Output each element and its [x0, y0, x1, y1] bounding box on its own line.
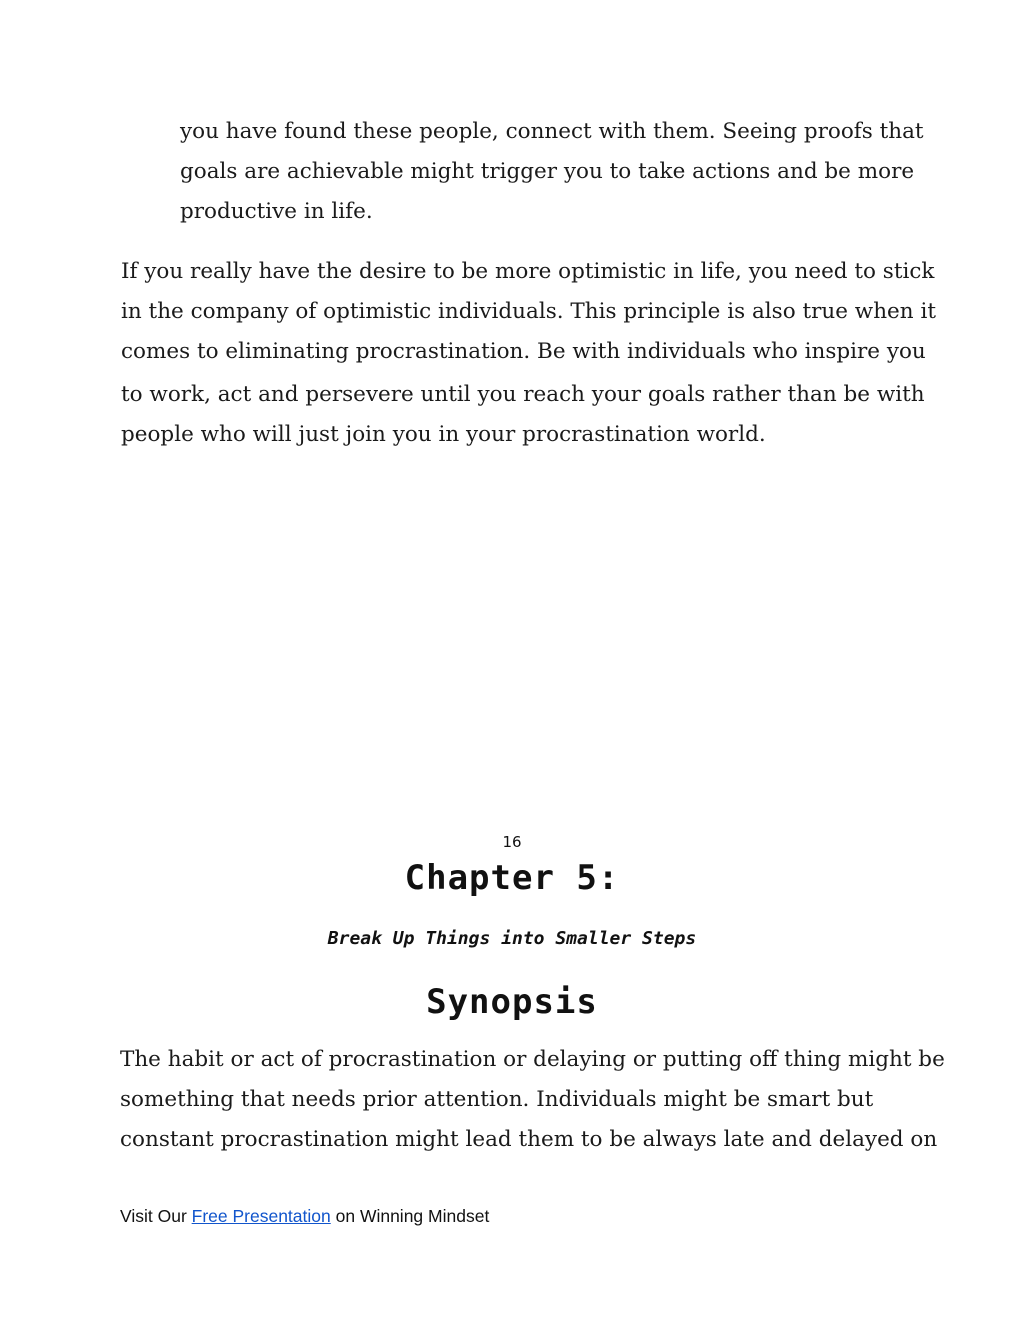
page-number: 16	[502, 833, 522, 851]
text-line: in the company of optimistic individuals. This principle is also true when it	[121, 299, 936, 324]
text-line: to work, act and persevere until you reach your goals rather than be with	[121, 382, 925, 407]
text-line: comes to eliminating procrastination. Be with individuals who inspire you	[121, 339, 926, 364]
footer-prefix: Visit Our	[120, 1206, 192, 1226]
text-line: goals are achievable might trigger you to take actions and be more	[180, 159, 915, 184]
synopsis-paragraph	[120, 1040, 945, 1160]
body-paragraph	[121, 252, 936, 455]
text-line: something that needs prior attention. Individuals might be smart but	[120, 1087, 874, 1112]
synopsis-heading: Synopsis	[426, 982, 598, 1022]
text-line: The habit or act of procrastination or delaying or putting off thing might be	[120, 1047, 945, 1072]
footer-suffix: on Winning Mindset	[330, 1206, 490, 1226]
chapter-title: Chapter 5:	[404, 858, 620, 898]
continued-paragraph	[180, 112, 924, 232]
text-line: people who will just join you in your procrastination world.	[121, 422, 766, 447]
text-line: If you really have the desire to be more optimistic in life, you need to stick	[121, 259, 935, 284]
text-line: productive in life.	[180, 199, 373, 224]
text-line: constant procrastination might lead them to be always late and delayed on	[120, 1127, 938, 1152]
free-presentation-link[interactable]: Free Presentation	[191, 1206, 331, 1226]
chapter-subtitle: Break Up Things into Smaller Steps	[327, 928, 697, 949]
footer	[120, 1206, 489, 1227]
text-line: you have found these people, connect with them. Seeing proofs that	[180, 119, 924, 144]
